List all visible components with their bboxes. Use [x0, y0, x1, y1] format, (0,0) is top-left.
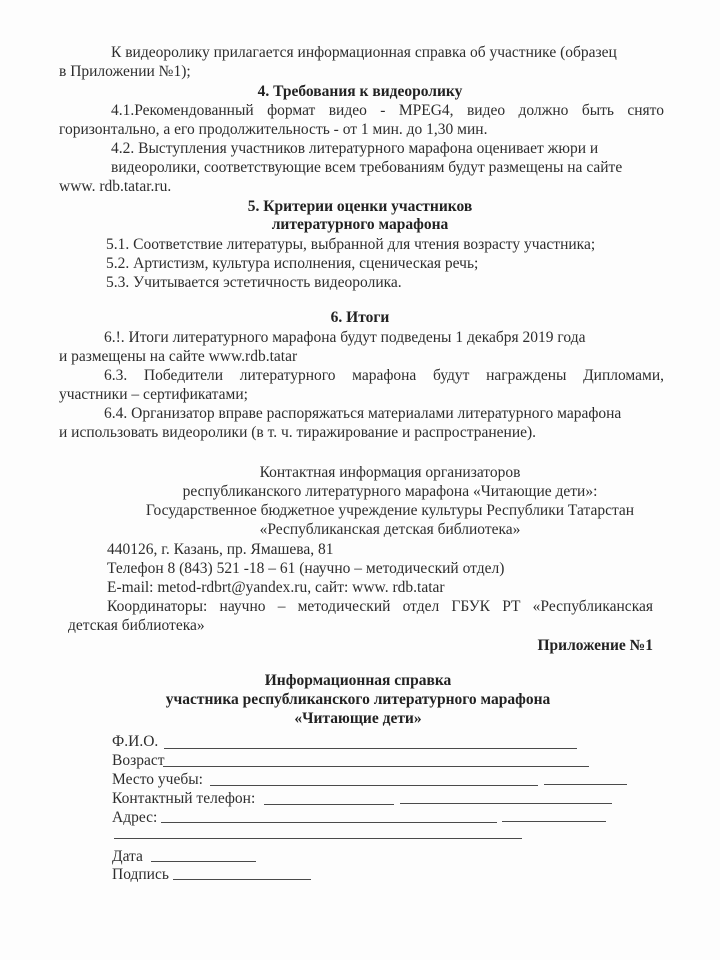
section-4-p2-line-3: www. rdb.tatar.ru.	[59, 178, 172, 195]
section-6-p2-line-2: участники – сертификатами;	[59, 386, 248, 403]
section-4-p1-line-1: 4.1.Рекомендованный формат видео - MPEG4, видео должно быть снято	[111, 102, 664, 119]
fio-field[interactable]	[164, 748, 577, 749]
date-label: Дата	[112, 848, 143, 865]
contact-phone-label: Контактный телефон:	[112, 790, 256, 807]
signature-field[interactable]	[173, 879, 311, 880]
section-5-title-line-2: литературного марафона	[271, 216, 449, 233]
address-field-extra[interactable]	[502, 821, 606, 822]
section-6-p2-line-1: 6.3. Победители литературного марафона будут награждены Дипломами,	[104, 367, 664, 384]
contacts-heading-line-2: республиканского литературного марафона «Читающие дети»:	[182, 483, 598, 500]
contact-phone-field-extra[interactable]	[400, 803, 612, 804]
contacts-phone: Телефон 8 (843) 521 -18 – 61 (научно – методический отдел)	[107, 560, 505, 577]
contacts-address: 440126, г. Казань, пр. Ямашева, 81	[107, 541, 334, 558]
intro-line-1: К видеоролику прилагается информационная справка об участнике (образец	[111, 44, 617, 61]
contacts-heading-line-1: Контактная информация организаторов	[259, 464, 521, 481]
address-field-line-2[interactable]	[114, 838, 522, 839]
section-5-item: 5.1. Соответствие литературы, выбранной для чтения возрасту участника;	[106, 236, 596, 253]
appendix-title-line-1: Информационная справка	[264, 672, 452, 689]
section-6-p3-line-2: и использовать видеоролики (в т. ч. тиражирование и распространение).	[59, 424, 537, 441]
study-label: Место учебы:	[112, 771, 203, 788]
section-4-title: 4. Требования к видеоролику	[257, 83, 463, 100]
appendix-label: Приложение №1	[537, 637, 653, 654]
fio-label: Ф.И.О.	[112, 733, 159, 750]
date-field[interactable]	[151, 861, 256, 862]
age-label: Возраст	[112, 752, 165, 769]
age-field[interactable]	[163, 766, 589, 767]
contacts-coordinators-line-1: Координаторы: научно – методический отдел ГБУК РТ «Республиканская	[107, 598, 653, 615]
address-field[interactable]	[161, 822, 497, 823]
section-5-title-line-1: 5. Критерии оценки участников	[247, 198, 473, 215]
contacts-email-site: E-mail: metod-rdbrt@yandex.ru, сайт: www. rdb.tatar	[107, 579, 445, 596]
contact-phone-field[interactable]	[264, 804, 394, 805]
contacts-coordinators-line-2: детская библиотека»	[68, 617, 205, 634]
address-label: Адрес:	[112, 809, 158, 826]
study-field[interactable]	[210, 785, 538, 786]
appendix-title-line-3: «Читающие дети»	[294, 710, 422, 727]
section-4-p2-line-1: 4.2. Выступления участников литературного марафона оценивает жюри и	[111, 140, 599, 157]
section-6-p1-line-1: 6.!. Итоги литературного марафона будут подведены 1 декабря 2019 года	[104, 329, 586, 346]
intro-line-2: в Приложении №1);	[59, 63, 191, 80]
appendix-title-line-2: участника республиканского литературного марафона	[165, 691, 551, 708]
study-field-extra[interactable]	[544, 784, 627, 785]
section-6-p1-line-2: и размещены на сайте www.rdb.tatar	[59, 348, 298, 365]
section-4-p1-line-2: горизонтально, а его продолжительность - от 1 мин. до 1,30 мин.	[59, 121, 488, 138]
contacts-heading-line-3: Государственное бюджетное учреждение культуры Республики Татарстан	[145, 502, 635, 519]
section-6-title: 6. Итоги	[330, 309, 390, 326]
section-5-item: 5.3. Учитывается эстетичность видеоролика.	[106, 274, 402, 291]
signature-label: Подпись	[112, 866, 169, 883]
contacts-heading-line-4: «Республиканская детская библиотека»	[259, 521, 521, 538]
section-5-item: 5.2. Артистизм, культура исполнения, сценическая речь;	[106, 255, 479, 272]
section-6-p3-line-1: 6.4. Организатор вправе распоряжаться материалами литературного марафона	[104, 405, 622, 422]
section-4-p2-line-2: видеоролики, соответствующие всем требованиям будут размещены на сайте	[111, 159, 623, 176]
